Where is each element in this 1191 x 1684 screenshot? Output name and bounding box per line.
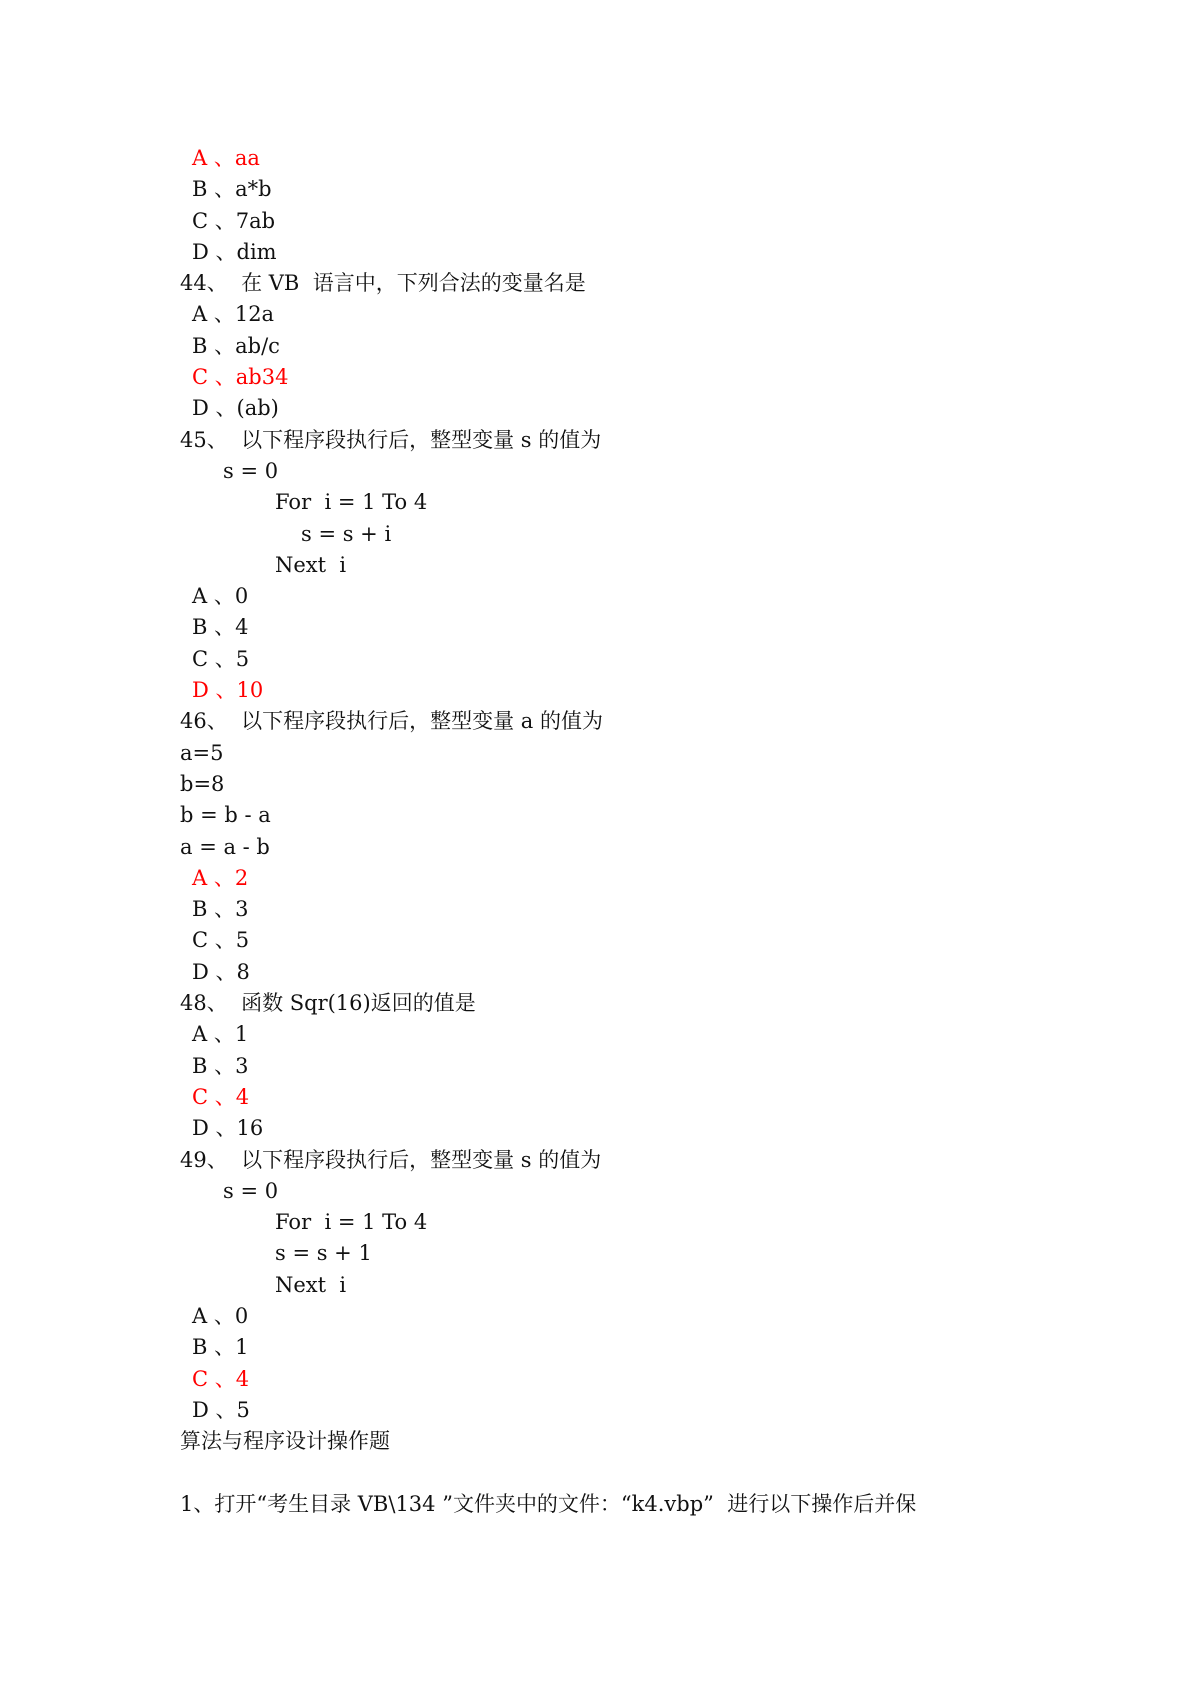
code-line: s = 0	[223, 458, 279, 483]
code-line: For i = 1 To 4	[275, 1210, 428, 1235]
text-line: D 、(ab)	[192, 396, 279, 421]
text-line	[180, 1457, 1080, 1488]
text-line: B 、ab/c	[192, 333, 280, 358]
question-line: 1、打开“考生目录 VB\134 ”文件夹中的文件：“k4.vbp” 进行以下操作后并保	[180, 1491, 917, 1516]
answer-option-line: D 、10	[192, 678, 264, 703]
text-line: A 、1	[192, 1022, 249, 1047]
answer-option-line: A 、aa	[192, 146, 260, 170]
question-line: a = a - b	[180, 834, 270, 859]
text-line: B 、3	[192, 1053, 249, 1078]
text-line: C 、5	[192, 928, 250, 953]
question-line: 算法与程序设计操作题	[180, 1429, 390, 1454]
code-line: For i = 1 To 4	[275, 490, 428, 515]
question-line: 49、 以下程序段执行后，整型变量 s 的值为	[180, 1147, 602, 1172]
text-line: B 、4	[192, 615, 249, 640]
answer-option-line: C 、4	[192, 1366, 250, 1391]
text-line: A 、0	[192, 584, 249, 609]
code-line: s = s + 1	[275, 1241, 372, 1266]
question-line: b=8	[180, 771, 225, 796]
text-line: B 、3	[192, 897, 249, 922]
document-body	[180, 143, 1080, 1520]
question-line: 48、 函数 Sqr(16)返回的值是	[180, 991, 476, 1016]
question-line: a=5	[180, 740, 224, 765]
answer-option-line: C 、ab34	[192, 365, 289, 390]
text-line: D 、8	[192, 959, 250, 984]
question-line: 44、 在 VB 语言中，下列合法的变量名是	[180, 271, 586, 296]
text-line: C 、5	[192, 646, 250, 671]
text-line: D 、dim	[192, 239, 277, 264]
text-line: A 、0	[192, 1303, 249, 1328]
text-line: C 、7ab	[192, 208, 276, 233]
code-line: Next i	[275, 1272, 347, 1297]
answer-option-line: C 、4	[192, 1084, 250, 1109]
code-line: s = s + i	[301, 521, 392, 546]
question-line: 46、 以下程序段执行后，整型变量 a 的值为	[180, 709, 603, 734]
question-line: b = b - a	[180, 803, 271, 828]
text-line: D 、5	[192, 1397, 250, 1422]
text-line: A 、12a	[192, 302, 275, 327]
answer-option-line: A 、2	[192, 865, 249, 890]
code-line: Next i	[275, 552, 347, 577]
text-line: D 、16	[192, 1116, 264, 1141]
code-line: s = 0	[223, 1178, 279, 1203]
text-line: B 、1	[192, 1335, 249, 1360]
question-line: 45、 以下程序段执行后，整型变量 s 的值为	[180, 427, 602, 452]
text-line: B 、a*b	[192, 177, 272, 202]
